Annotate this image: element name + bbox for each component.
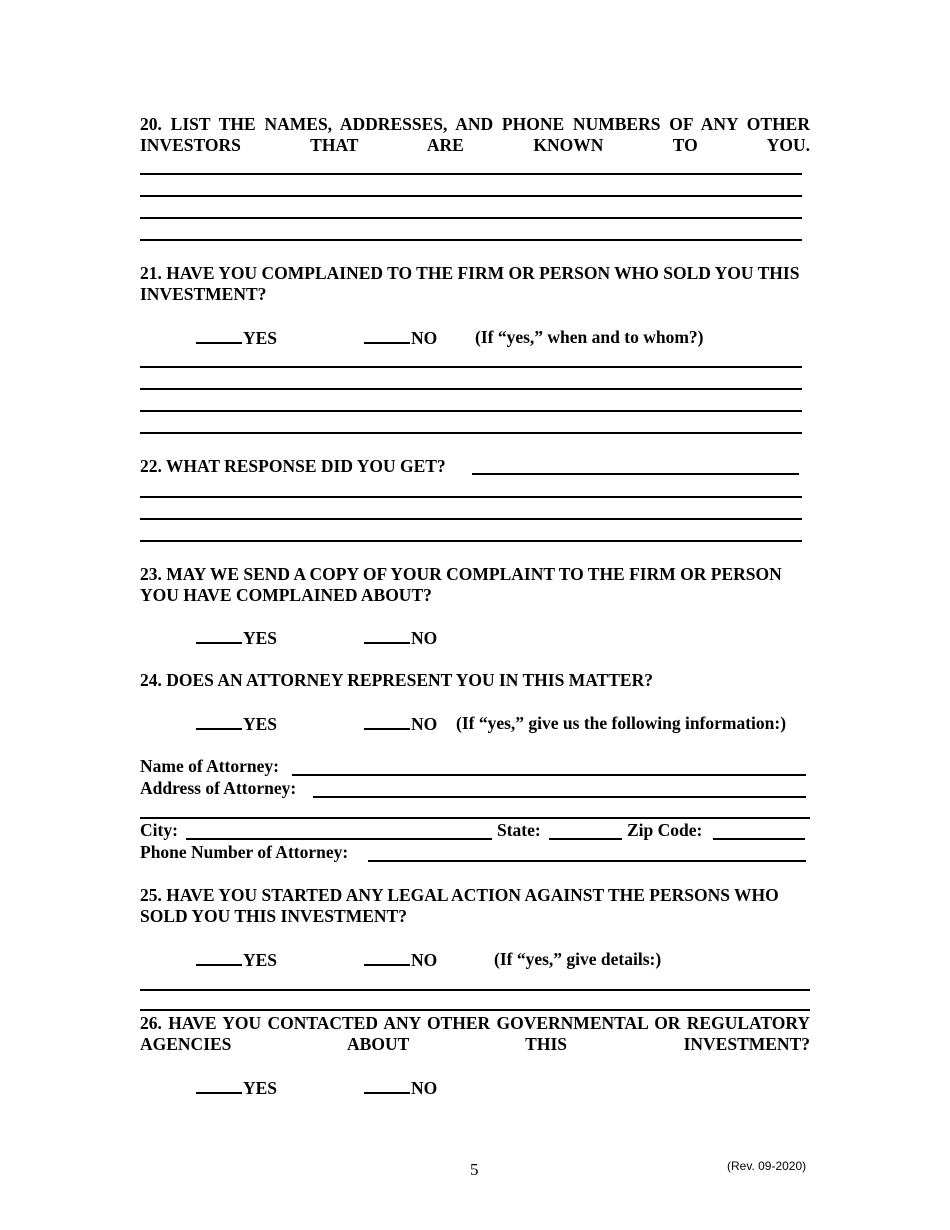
checkbox-blank[interactable] [196,713,242,730]
page-number: 5 [470,1160,479,1179]
attorney-city-field[interactable] [186,838,492,840]
question-21: 21. HAVE YOU COMPLAINED TO THE FIRM OR PERSON WHO SOLD YOU THIS INVESTMENT? [140,263,800,304]
checkbox-blank[interactable] [196,627,242,644]
attorney-address-field[interactable] [313,796,806,798]
answer-line[interactable] [140,540,802,542]
attorney-phone-field[interactable] [368,860,806,862]
checkbox-blank[interactable] [364,627,410,644]
attorney-address-line-2[interactable] [140,817,810,819]
attorney-zip-field[interactable] [713,838,805,840]
revision-note: (Rev. 09-2020) [727,1159,807,1173]
no-option[interactable]: NO [364,327,437,349]
checkbox-blank[interactable] [196,949,242,966]
answer-line[interactable] [140,410,802,412]
attorney-name-field[interactable] [292,774,806,776]
question-23: 23. MAY WE SEND A COPY OF YOUR COMPLAINT TO THE FIRM OR PERSON YOU HAVE COMPLAINED ABOUT? [140,564,782,605]
attorney-zip-label: Zip Code: [627,820,703,840]
answer-line[interactable] [472,473,799,475]
checkbox-blank[interactable] [364,1077,410,1094]
attorney-address-label: Address of Attorney: [140,778,297,798]
attorney-state-field[interactable] [549,838,622,840]
attorney-state-label: State: [497,820,541,840]
answer-line[interactable] [140,388,802,390]
checkbox-blank[interactable] [364,949,410,966]
answer-line[interactable] [140,366,802,368]
answer-line[interactable] [140,432,802,434]
question-24: 24. DOES AN ATTORNEY REPRESENT YOU IN THIS MATTER? [140,670,653,690]
checkbox-blank[interactable] [364,713,410,730]
yes-option[interactable]: YES [196,949,277,971]
answer-line[interactable] [140,239,802,241]
question-26: 26. HAVE YOU CONTACTED ANY OTHER GOVERNMENTAL OR REGULATORY AGENCIES ABOUT THIS INVESTMENT? [140,1013,810,1054]
checkbox-blank[interactable] [364,327,410,344]
answer-line[interactable] [140,217,802,219]
question-22: 22. WHAT RESPONSE DID YOU GET? [140,456,446,476]
answer-line[interactable] [140,1009,810,1011]
option-note: (If “yes,” give details:) [494,949,662,969]
attorney-city-label: City: [140,820,178,840]
answer-line[interactable] [140,195,802,197]
attorney-name-label: Name of Attorney: [140,756,279,776]
option-note: (If “yes,” when and to whom?) [475,327,704,347]
yes-option[interactable]: YES [196,1077,277,1099]
option-note: (If “yes,” give us the following information:) [456,713,787,733]
no-option[interactable]: NO [364,1077,437,1099]
answer-line[interactable] [140,518,802,520]
no-option[interactable]: NO [364,949,437,971]
answer-line[interactable] [140,989,810,991]
question-25: 25. HAVE YOU STARTED ANY LEGAL ACTION AGAINST THE PERSONS WHO SOLD YOU THIS INVESTMENT? [140,885,779,926]
no-option[interactable]: NO [364,627,437,649]
checkbox-blank[interactable] [196,1077,242,1094]
yes-option[interactable]: YES [196,627,277,649]
yes-option[interactable]: YES [196,327,277,349]
checkbox-blank[interactable] [196,327,242,344]
answer-line[interactable] [140,173,802,175]
question-20: 20. LIST THE NAMES, ADDRESSES, AND PHONE NUMBERS OF ANY OTHER INVESTORS THAT ARE KNOWN TO YOU. [140,114,810,155]
answer-line[interactable] [140,496,802,498]
no-option[interactable]: NO [364,713,437,735]
yes-option[interactable]: YES [196,713,277,735]
attorney-phone-label: Phone Number of Attorney: [140,842,349,862]
